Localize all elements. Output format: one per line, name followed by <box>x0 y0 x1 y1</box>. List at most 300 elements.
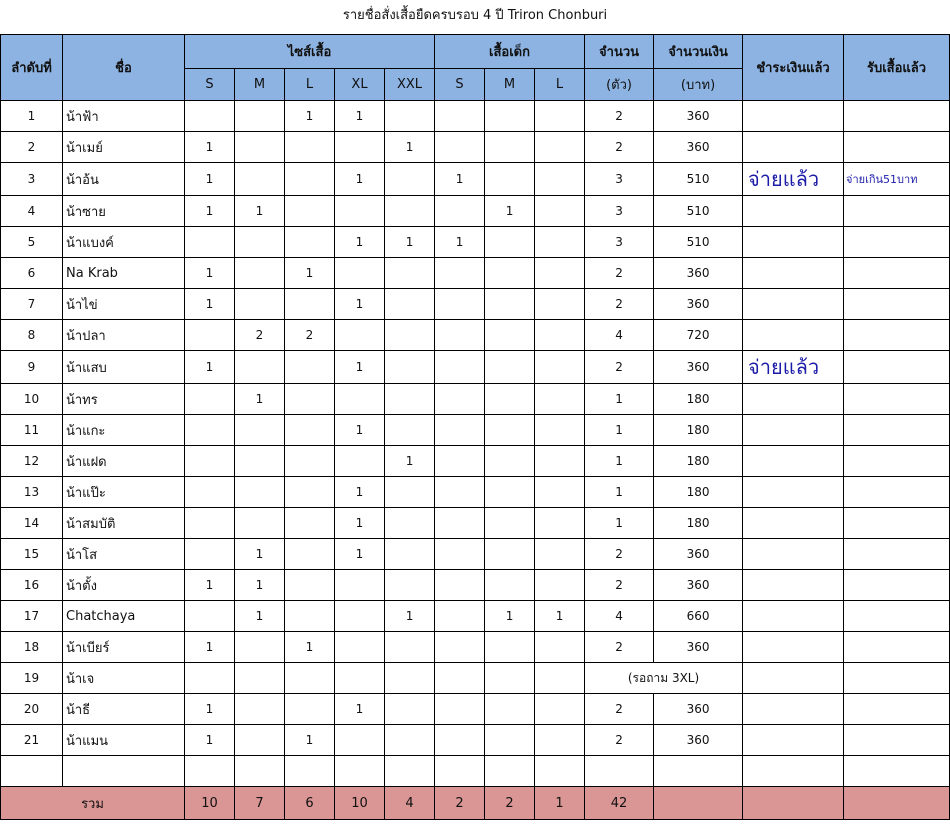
row-qty: 2 <box>585 289 654 320</box>
size-count-cell: 1 <box>185 132 235 163</box>
size-count-cell <box>485 508 535 539</box>
row-qty: 2 <box>585 694 654 725</box>
size-count-cell <box>385 756 435 787</box>
row-name: น้าซาย <box>63 196 185 227</box>
size-count-cell <box>285 663 335 694</box>
table-row <box>1 756 950 787</box>
row-name: น้าเจ <box>63 663 185 694</box>
row-qty: 2 <box>585 258 654 289</box>
row-received-status: จ่ายเกิน51บาท <box>844 163 950 196</box>
row-received-status <box>844 446 950 477</box>
row-no: 20 <box>1 694 63 725</box>
size-count-cell: 1 <box>335 477 385 508</box>
total-row <box>1 787 950 820</box>
table-row <box>1 632 950 663</box>
size-count-cell: 1 <box>385 601 435 632</box>
total-cell: 7 <box>235 787 285 820</box>
row-no: 2 <box>1 132 63 163</box>
size-count-cell: 1 <box>235 601 285 632</box>
size-count-cell <box>235 101 285 132</box>
header-paid: ชำระเงินแล้ว <box>743 35 844 101</box>
header-amount-unit: (บาท) <box>654 69 743 101</box>
row-paid-status <box>743 289 844 320</box>
size-count-cell <box>485 570 535 601</box>
row-amount: 180 <box>654 508 743 539</box>
size-count-cell: 1 <box>385 446 435 477</box>
size-count-cell <box>535 756 585 787</box>
size-count-cell: 1 <box>185 632 235 663</box>
row-paid-status <box>743 132 844 163</box>
row-qty: 2 <box>585 632 654 663</box>
size-count-cell <box>235 258 285 289</box>
row-no: 9 <box>1 351 63 384</box>
size-count-cell <box>385 163 435 196</box>
row-qty: 1 <box>585 415 654 446</box>
row-paid-status <box>743 101 844 132</box>
size-count-cell <box>285 351 335 384</box>
row-paid-status: จ่ายแล้ว <box>743 163 844 196</box>
row-paid-status <box>743 508 844 539</box>
size-count-cell: 1 <box>235 539 285 570</box>
size-count-cell <box>235 663 285 694</box>
row-no: 10 <box>1 384 63 415</box>
size-count-cell <box>335 570 385 601</box>
size-count-cell <box>235 351 285 384</box>
row-name: น้าอ้น <box>63 163 185 196</box>
order-table <box>0 34 950 820</box>
row-received-status <box>844 570 950 601</box>
size-count-cell: 1 <box>185 289 235 320</box>
row-received-status <box>844 632 950 663</box>
size-count-cell: 1 <box>185 258 235 289</box>
size-count-cell <box>485 539 535 570</box>
row-amount <box>654 756 743 787</box>
size-count-cell <box>535 663 585 694</box>
size-count-cell <box>285 132 335 163</box>
size-count-cell <box>385 415 435 446</box>
row-paid-status <box>743 539 844 570</box>
total-cell: 1 <box>535 787 585 820</box>
size-count-cell: 1 <box>235 384 285 415</box>
size-count-cell: 2 <box>235 320 285 351</box>
table-row <box>1 289 950 320</box>
size-count-cell <box>535 132 585 163</box>
size-count-cell: 1 <box>285 725 335 756</box>
size-count-cell <box>485 756 535 787</box>
row-paid-status <box>743 663 844 694</box>
row-paid-status <box>743 570 844 601</box>
total-cell: 6 <box>285 787 335 820</box>
row-paid-status <box>743 601 844 632</box>
total-cell: 10 <box>335 787 385 820</box>
size-count-cell <box>235 725 285 756</box>
row-paid-status: จ่ายแล้ว <box>743 351 844 384</box>
row-paid-status <box>743 446 844 477</box>
row-name: น้าไข่ <box>63 289 185 320</box>
row-amount: 360 <box>654 632 743 663</box>
row-amount: 360 <box>654 539 743 570</box>
table-row <box>1 694 950 725</box>
size-count-cell <box>385 694 435 725</box>
size-count-cell <box>335 196 385 227</box>
row-amount: 360 <box>654 101 743 132</box>
size-count-cell <box>535 725 585 756</box>
size-count-cell <box>385 632 435 663</box>
size-count-cell <box>485 258 535 289</box>
size-count-cell <box>435 694 485 725</box>
row-paid-status <box>743 258 844 289</box>
row-name: น้าแป๊ะ <box>63 477 185 508</box>
row-received-status <box>844 132 950 163</box>
size-count-cell <box>235 163 285 196</box>
row-amount: 180 <box>654 384 743 415</box>
size-count-cell <box>335 132 385 163</box>
size-count-cell: 1 <box>285 258 335 289</box>
size-count-cell: 1 <box>335 101 385 132</box>
row-paid-status <box>743 756 844 787</box>
size-count-cell <box>485 477 535 508</box>
size-count-cell: 1 <box>285 632 335 663</box>
table-row <box>1 132 950 163</box>
row-name: น้าทร <box>63 384 185 415</box>
row-paid-status <box>743 320 844 351</box>
row-amount: 360 <box>654 570 743 601</box>
row-paid-status <box>743 694 844 725</box>
size-count-cell <box>385 320 435 351</box>
row-received-status <box>844 725 950 756</box>
size-count-cell: 1 <box>185 351 235 384</box>
size-count-cell <box>535 477 585 508</box>
table-row <box>1 725 950 756</box>
size-count-cell: 1 <box>435 163 485 196</box>
size-count-cell <box>485 132 535 163</box>
row-received-status <box>844 320 950 351</box>
size-count-cell <box>485 384 535 415</box>
row-qty: 2 <box>585 101 654 132</box>
size-count-cell <box>335 384 385 415</box>
size-count-cell: 1 <box>335 415 385 446</box>
size-count-cell <box>535 570 585 601</box>
size-count-cell <box>335 601 385 632</box>
header-kid-size-m: M <box>485 69 535 101</box>
table-row <box>1 570 950 601</box>
size-count-cell <box>335 756 385 787</box>
table-row <box>1 227 950 258</box>
row-no: 1 <box>1 101 63 132</box>
size-count-cell: 1 <box>485 601 535 632</box>
row-amount: 180 <box>654 477 743 508</box>
size-count-cell <box>535 694 585 725</box>
row-received-status <box>844 477 950 508</box>
row-name: น้าตั้ง <box>63 570 185 601</box>
row-amount: 510 <box>654 227 743 258</box>
size-count-cell <box>535 163 585 196</box>
size-count-cell: 1 <box>335 227 385 258</box>
row-paid-status <box>743 632 844 663</box>
row-amount: 360 <box>654 725 743 756</box>
header-size-s: S <box>185 69 235 101</box>
size-count-cell <box>385 508 435 539</box>
size-count-cell <box>435 539 485 570</box>
header-qty-unit: (ตัว) <box>585 69 654 101</box>
header-shirt-size: ไซส์เสื้อ <box>185 35 435 69</box>
row-no <box>1 756 63 787</box>
row-name: น้าแบงค์ <box>63 227 185 258</box>
row-qty: 1 <box>585 446 654 477</box>
size-count-cell <box>485 289 535 320</box>
size-count-cell <box>385 570 435 601</box>
row-name: น้าปลา <box>63 320 185 351</box>
size-count-cell <box>435 663 485 694</box>
row-no: 14 <box>1 508 63 539</box>
size-count-cell <box>535 415 585 446</box>
size-count-cell <box>235 415 285 446</box>
size-count-cell <box>285 508 335 539</box>
size-count-cell <box>435 601 485 632</box>
order-rows <box>1 101 950 787</box>
row-no: 5 <box>1 227 63 258</box>
row-qty: 4 <box>585 601 654 632</box>
size-count-cell <box>185 446 235 477</box>
size-count-cell <box>285 227 335 258</box>
size-count-cell <box>385 101 435 132</box>
size-count-cell <box>235 132 285 163</box>
row-received-status <box>844 508 950 539</box>
row-no: 15 <box>1 539 63 570</box>
size-count-cell <box>385 351 435 384</box>
size-count-cell <box>485 725 535 756</box>
size-count-cell <box>285 415 335 446</box>
sheet-title: รายชื่อสั่งเสื้อยืดครบรอบ 4 ปี Triron Chonburi <box>342 8 608 23</box>
total-amount <box>654 787 743 820</box>
row-qty: 2 <box>585 351 654 384</box>
row-paid-status <box>743 384 844 415</box>
row-name: น้าเบียร์ <box>63 632 185 663</box>
row-paid-status <box>743 725 844 756</box>
size-count-cell: 1 <box>235 570 285 601</box>
row-amount: 360 <box>654 132 743 163</box>
table-row <box>1 477 950 508</box>
row-no: 17 <box>1 601 63 632</box>
size-count-cell <box>335 320 385 351</box>
row-amount: 180 <box>654 415 743 446</box>
size-count-cell <box>535 351 585 384</box>
row-qty: 1 <box>585 508 654 539</box>
size-count-cell <box>435 351 485 384</box>
size-count-cell <box>535 320 585 351</box>
size-count-cell <box>235 446 285 477</box>
size-count-cell <box>385 725 435 756</box>
header-size-m: M <box>235 69 285 101</box>
row-name: น้าแมน <box>63 725 185 756</box>
table-row <box>1 663 950 694</box>
row-paid-status <box>743 477 844 508</box>
size-count-cell <box>535 539 585 570</box>
header-received: รับเสื้อแล้ว <box>844 35 950 101</box>
size-count-cell <box>235 227 285 258</box>
size-count-cell: 1 <box>335 508 385 539</box>
row-amount: 510 <box>654 163 743 196</box>
row-received-status <box>844 101 950 132</box>
size-count-cell <box>235 694 285 725</box>
size-count-cell <box>485 415 535 446</box>
row-amount: 720 <box>654 320 743 351</box>
table-row <box>1 508 950 539</box>
size-count-cell <box>335 725 385 756</box>
total-paid <box>743 787 844 820</box>
size-count-cell <box>435 632 485 663</box>
row-name: น้าโส <box>63 539 185 570</box>
total-cell: 4 <box>385 787 435 820</box>
size-count-cell <box>385 539 435 570</box>
size-count-cell <box>485 227 535 258</box>
row-qty: 2 <box>585 539 654 570</box>
total-cell: 10 <box>185 787 235 820</box>
size-count-cell <box>435 446 485 477</box>
size-count-cell: 1 <box>285 101 335 132</box>
size-count-cell: 1 <box>385 227 435 258</box>
row-note: (รอถาม 3XL) <box>585 663 743 694</box>
size-count-cell <box>535 227 585 258</box>
size-count-cell <box>185 477 235 508</box>
size-count-cell: 1 <box>185 725 235 756</box>
size-count-cell <box>435 196 485 227</box>
table-row <box>1 384 950 415</box>
table-row <box>1 351 950 384</box>
size-count-cell <box>285 601 335 632</box>
size-count-cell <box>335 632 385 663</box>
size-count-cell <box>185 227 235 258</box>
size-count-cell: 2 <box>285 320 335 351</box>
size-count-cell <box>485 694 535 725</box>
size-count-cell: 1 <box>485 196 535 227</box>
size-count-cell <box>285 694 335 725</box>
size-count-cell <box>385 384 435 415</box>
row-received-status <box>844 694 950 725</box>
row-no: 7 <box>1 289 63 320</box>
size-count-cell <box>535 289 585 320</box>
size-count-cell <box>435 725 485 756</box>
size-count-cell: 1 <box>335 163 385 196</box>
row-received-status <box>844 415 950 446</box>
row-qty: 3 <box>585 196 654 227</box>
size-count-cell <box>385 196 435 227</box>
row-received-status <box>844 289 950 320</box>
row-received-status <box>844 384 950 415</box>
size-count-cell <box>535 384 585 415</box>
size-count-cell <box>435 756 485 787</box>
total-qty: 42 <box>585 787 654 820</box>
row-name: น้าแสบ <box>63 351 185 384</box>
size-count-cell <box>485 446 535 477</box>
total-cell: 2 <box>485 787 535 820</box>
row-no: 3 <box>1 163 63 196</box>
row-received-status <box>844 258 950 289</box>
total-label: รวม <box>1 787 185 820</box>
row-paid-status <box>743 196 844 227</box>
row-amount: 360 <box>654 694 743 725</box>
size-count-cell <box>435 570 485 601</box>
size-count-cell <box>185 384 235 415</box>
row-name: น้าแกะ <box>63 415 185 446</box>
row-received-status <box>844 756 950 787</box>
size-count-cell <box>235 289 285 320</box>
size-count-cell <box>535 101 585 132</box>
row-qty: 4 <box>585 320 654 351</box>
header-kid-size-s: S <box>435 69 485 101</box>
row-qty <box>585 756 654 787</box>
row-qty: 2 <box>585 725 654 756</box>
total-cell: 2 <box>435 787 485 820</box>
row-no: 19 <box>1 663 63 694</box>
row-amount: 360 <box>654 289 743 320</box>
size-count-cell <box>485 163 535 196</box>
header-size-xl: XL <box>335 69 385 101</box>
size-count-cell <box>485 663 535 694</box>
size-count-cell <box>535 196 585 227</box>
row-no: 8 <box>1 320 63 351</box>
size-count-cell <box>535 632 585 663</box>
size-count-cell <box>285 163 335 196</box>
table-row <box>1 601 950 632</box>
size-count-cell <box>435 258 485 289</box>
size-count-cell: 1 <box>235 196 285 227</box>
table-row <box>1 415 950 446</box>
row-name: Na Krab <box>63 258 185 289</box>
size-count-cell <box>185 756 235 787</box>
size-count-cell: 1 <box>185 163 235 196</box>
size-count-cell <box>235 632 285 663</box>
row-qty: 1 <box>585 477 654 508</box>
row-name: น้าสมบัติ <box>63 508 185 539</box>
row-amount: 660 <box>654 601 743 632</box>
size-count-cell <box>385 258 435 289</box>
size-count-cell <box>435 508 485 539</box>
size-count-cell: 1 <box>185 570 235 601</box>
table-row <box>1 539 950 570</box>
table-row <box>1 258 950 289</box>
table-row <box>1 101 950 132</box>
size-count-cell <box>235 508 285 539</box>
size-count-cell <box>485 320 535 351</box>
header-size-xxl: XXL <box>385 69 435 101</box>
row-amount: 510 <box>654 196 743 227</box>
row-name: Chatchaya <box>63 601 185 632</box>
size-count-cell <box>185 415 235 446</box>
header-no: ลำดับที่ <box>1 35 63 101</box>
table-row <box>1 163 950 196</box>
size-count-cell <box>185 320 235 351</box>
size-count-cell <box>235 477 285 508</box>
size-count-cell <box>535 508 585 539</box>
row-no: 11 <box>1 415 63 446</box>
size-count-cell: 1 <box>335 694 385 725</box>
row-received-status <box>844 351 950 384</box>
size-count-cell <box>435 132 485 163</box>
size-count-cell <box>535 446 585 477</box>
size-count-cell <box>285 289 335 320</box>
table-row <box>1 320 950 351</box>
size-count-cell: 1 <box>185 694 235 725</box>
size-count-cell <box>285 384 335 415</box>
size-count-cell <box>285 196 335 227</box>
size-count-cell <box>285 570 335 601</box>
row-received-status <box>844 601 950 632</box>
size-count-cell <box>285 446 335 477</box>
size-count-cell <box>185 663 235 694</box>
row-paid-status <box>743 415 844 446</box>
total-received <box>844 787 950 820</box>
